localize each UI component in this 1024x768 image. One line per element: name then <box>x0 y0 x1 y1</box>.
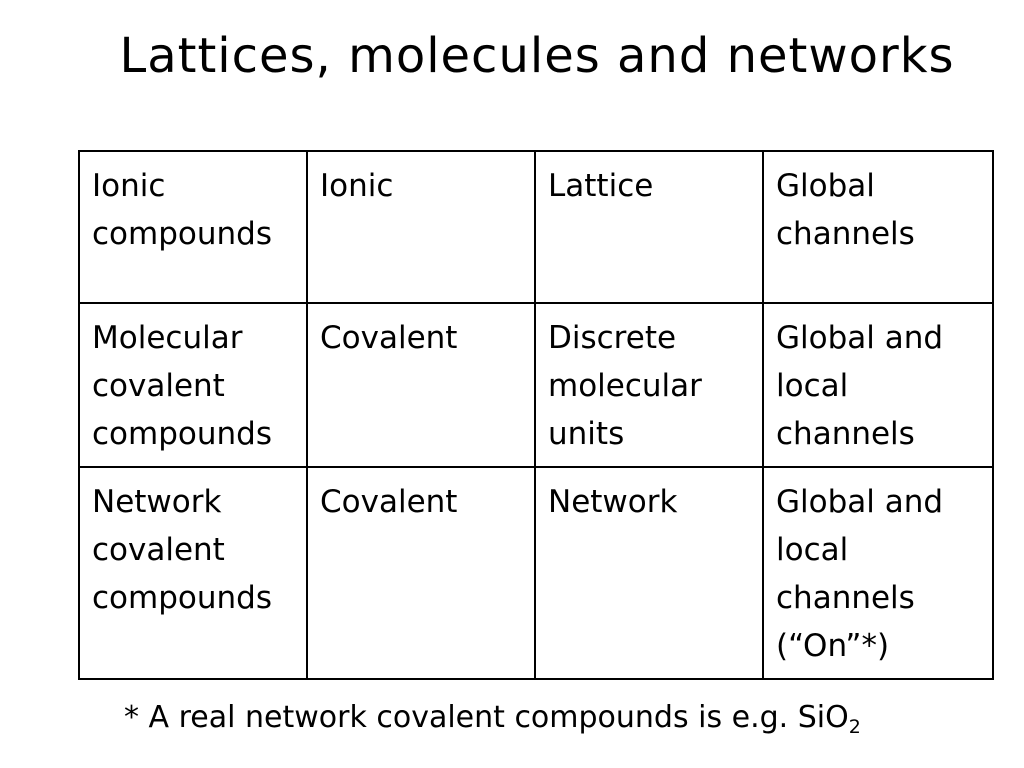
table-cell <box>307 151 535 303</box>
table-row <box>79 303 993 467</box>
cell-text: Global <box>776 168 875 204</box>
cell-text: Global and <box>776 484 944 520</box>
cell-text: channels <box>776 580 915 616</box>
compound-table <box>78 150 994 680</box>
cell-text: (“On”*) <box>776 628 890 664</box>
cell-text: Covalent <box>320 484 458 520</box>
table-cell <box>535 303 763 467</box>
cell-text: channels <box>776 216 915 252</box>
footnote-subscript: 2 <box>848 716 861 738</box>
table-cell <box>763 151 993 303</box>
table-cell <box>535 467 763 679</box>
table-cell <box>307 303 535 467</box>
cell-text: Network <box>548 484 678 520</box>
table-cell <box>307 467 535 679</box>
table-cell <box>79 303 307 467</box>
cell-text: covalent <box>92 532 225 568</box>
cell-text: Global and <box>776 320 944 356</box>
footnote <box>124 700 861 739</box>
cell-text: compounds <box>92 416 272 452</box>
cell-text: Ionic <box>92 168 166 204</box>
table-cell <box>763 467 993 679</box>
cell-text: Discrete <box>548 320 677 356</box>
footnote-text: * A real network covalent compounds is e.g. SiO <box>124 700 849 735</box>
cell-text: compounds <box>92 580 272 616</box>
cell-text: Molecular <box>92 320 243 356</box>
cell-text: covalent <box>92 368 225 404</box>
cell-text: compounds <box>92 216 272 252</box>
cell-text: Ionic <box>320 168 394 204</box>
cell-text: local <box>776 368 849 404</box>
table-cell <box>763 303 993 467</box>
slide-title: Lattices, molecules and networks <box>119 28 955 84</box>
cell-text: units <box>548 416 625 452</box>
table-row <box>79 467 993 679</box>
cell-text: Lattice <box>548 168 654 204</box>
table-cell <box>535 151 763 303</box>
cell-text: Covalent <box>320 320 458 356</box>
table-row <box>79 151 993 303</box>
cell-text: channels <box>776 416 915 452</box>
cell-text: molecular <box>548 368 702 404</box>
cell-text: local <box>776 532 849 568</box>
cell-text: Network <box>92 484 222 520</box>
table-cell <box>79 151 307 303</box>
table-cell <box>79 467 307 679</box>
